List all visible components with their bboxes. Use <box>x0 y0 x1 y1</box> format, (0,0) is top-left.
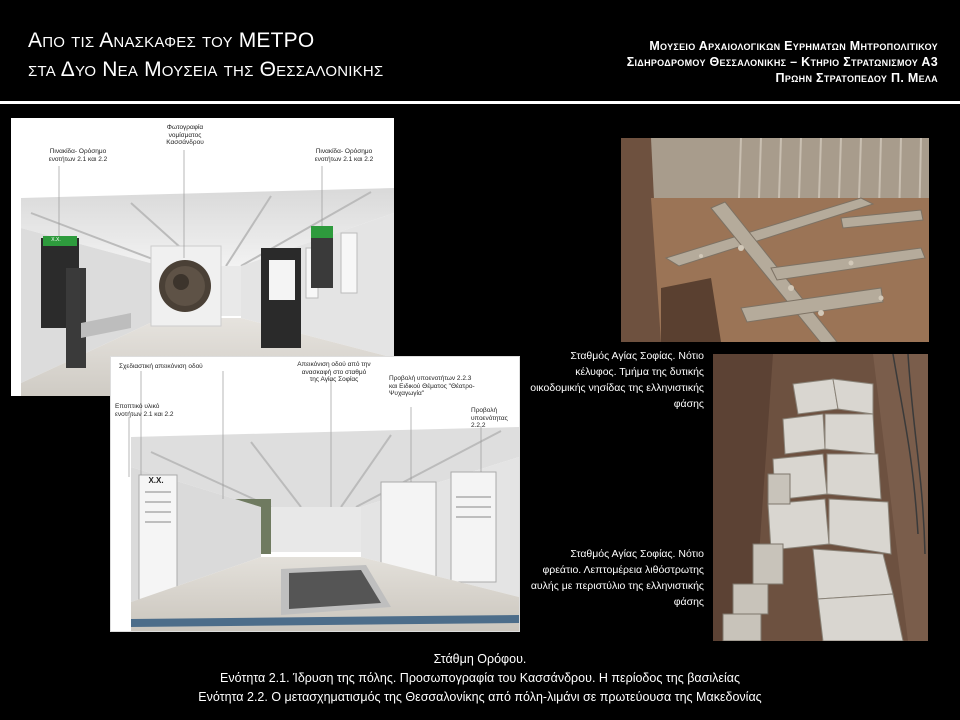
annotation-road-depiction: Απεικόνιση οδού από την ανασκαφή στο σταθμό της Αγίας Σοφίας <box>297 361 371 383</box>
annotation-sign-right: Πινακίδα- Ορόσημο ενοτήτων 2.1 και 2.2 <box>314 148 374 163</box>
footer-line2: Ενότητα 2.1. Ίδρυση της πόλης. Προσωπογραφία του Κασσάνδρου. Η περίοδος της βασιλείας <box>220 671 740 685</box>
slide-footer <box>0 650 960 707</box>
museum-title-line3: Πρωην Στρατοπεδου Π. Μελα <box>775 71 938 85</box>
exhibition-render-2-drawing <box>111 357 519 631</box>
annotation-projection-222: Προβολή υποενότητας 2.2.2 <box>471 407 508 429</box>
annotation-road-drawing: Σχεδιαστική απεικόνιση οδού <box>119 363 203 370</box>
annotation-projection-223: Προβολή υποενοτήτων 2.2.3 και Ειδικού Θέματος "Θέατρο-Ψυχαγωγία" <box>389 375 475 397</box>
slide-title-line1: Απο τις Ανασκαφες του ΜΕΤΡΟ <box>28 29 315 52</box>
museum-title-line1: Μουσειο Αρχαιολογικων Ευρηματων Μητροπολιτικου <box>649 39 938 53</box>
museum-title-line2: Σιδηροδρομου Θεσσαλονικης – Κτηριο Στρατωνισμου Α3 <box>626 55 938 69</box>
footer-line1: Στάθμη Ορόφου. <box>433 652 527 666</box>
slide-title <box>28 26 383 84</box>
exhibition-render-2 <box>110 356 520 632</box>
excavation-photo-1 <box>621 138 929 342</box>
caption-excavation-2: Σταθμός Αγίας Σοφίας. Νότιο φρεάτιο. Λεπτομέρεια λιθόστρωτης αυλής με περιστύλιο της ελληνιστικής φάσης <box>530 548 704 608</box>
excavation-photo-2 <box>713 354 928 641</box>
slide-header <box>0 0 960 104</box>
museum-title <box>627 38 938 86</box>
annotation-sign-left: Πινακίδα- Ορόσημο ενοτήτων 2.1 και 2.2 <box>48 148 108 163</box>
excavation-photo-1-drawing <box>621 138 929 342</box>
caption-excavation-1: Σταθμός Αγίας Σοφίας. Νότιο κέλυφος. Τμήμα της δυτικής οικοδομικής νησίδας της ελληνιστικής φάσης <box>530 350 704 410</box>
panel-label-xx: Χ.Χ. <box>51 237 61 243</box>
excavation-photo-2-drawing <box>713 354 928 641</box>
footer-line3: Ενότητα 2.2. Ο μετασχηματισμός της Θεσσαλονίκης από πόλη-λιμάνι σε πρωτεύουσα της Μακεδονίας <box>198 690 762 704</box>
slide-title-line2: στα Δυο Νεα Μουσεια της Θεσσαλονικης <box>28 58 384 81</box>
exhibition-render-1 <box>11 118 394 396</box>
panel-label-xx: Χ.Χ. <box>148 476 164 485</box>
annotation-visual-material: Εποπτικό υλικό ενοτήτων 2.1 και 2.2 <box>115 403 174 418</box>
annotation-coin-photo: Φωτογραφία νομίσματος Κασσάνδρου <box>166 124 204 146</box>
